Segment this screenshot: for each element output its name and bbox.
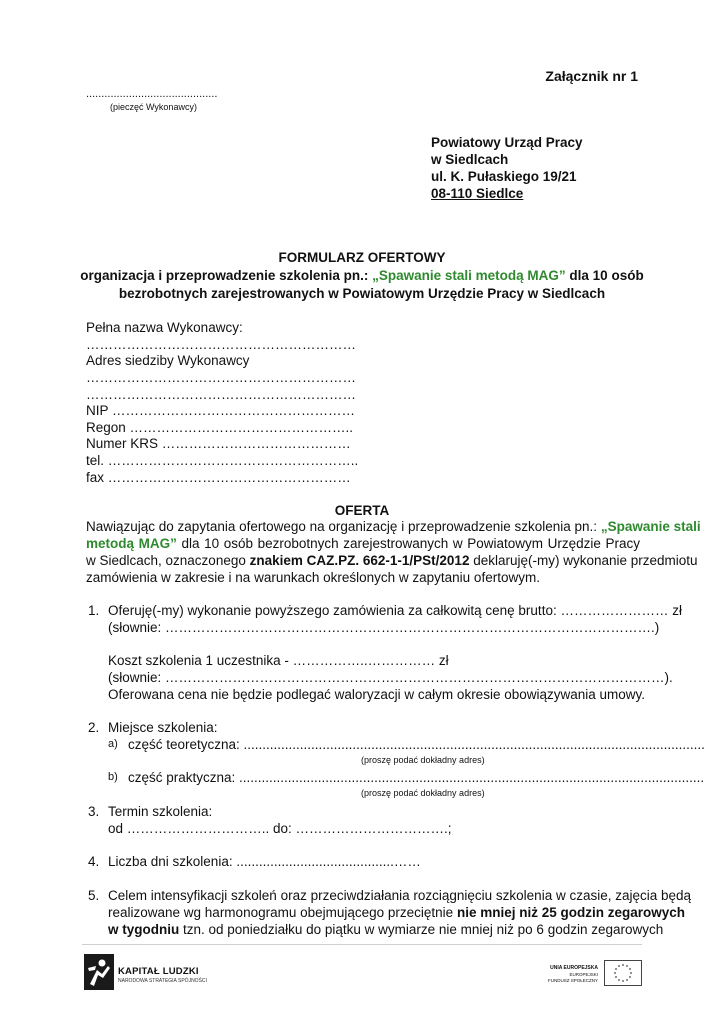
logo-right-line-3: FUNDUSZ SPOŁECZNY xyxy=(547,978,598,983)
contractor-tel-field[interactable]: tel. ……………………………………………….. xyxy=(86,453,359,468)
logo-left-title: KAPITAŁ LUDZKI xyxy=(118,966,199,977)
contractor-nip-field[interactable]: NIP ……………………………………………… xyxy=(86,403,356,418)
item-2-number: 2. xyxy=(88,720,100,735)
schedule-line-3 xyxy=(108,922,664,937)
offer-training-name-2: metodą MAG” xyxy=(86,536,177,551)
eu-efs-logo xyxy=(547,960,642,990)
schedule-line-1: Celem intensyfikacji szkoleń oraz przeciwdziałania rozciągnięciu szkolenia w czasie, zajęcia będą xyxy=(108,888,692,903)
schedule-line-2-text: realizowane wg harmonogramu obejmującego przeciętnie xyxy=(108,905,457,920)
offer-line-1-text: Nawiązując do zapytania ofertowego na organizację i przeprowadzenie szkolenia pn.: xyxy=(86,519,601,534)
logo-left-subtitle: NARODOWA STRATEGIA SPÓJNOŚCI xyxy=(118,978,207,984)
recipient-line-1: Powiatowy Urząd Pracy xyxy=(431,135,583,150)
kapital-ludzki-logo xyxy=(84,952,224,992)
item-4-number: 4. xyxy=(88,854,100,869)
contractor-fax-field[interactable]: fax ……………………………………………… xyxy=(86,470,351,485)
price-per-participant-field[interactable]: Koszt szkolenia 1 uczestnika - ……………..…………… zł xyxy=(108,653,449,668)
contractor-address-field-2[interactable]: …………………………………………………… xyxy=(86,387,356,402)
days-field[interactable]: Liczba dni szkolenia: ..........................................…… xyxy=(108,854,421,869)
offer-line-1 xyxy=(86,519,701,534)
price-total-field[interactable]: Oferuję(-my) wykonanie powyższego zamówienia za całkowitą cenę brutto: …………………… zł xyxy=(108,603,682,618)
location-theory-field[interactable]: część teoretyczna: ........................................................................................................................... xyxy=(128,737,705,752)
logo-right-line-2: EUROPEJSKI xyxy=(569,972,598,977)
eu-flag-icon xyxy=(604,960,642,986)
kapital-ludzki-icon xyxy=(84,954,114,990)
location-practice-field[interactable]: część praktyczna: ............................................................................................................................ xyxy=(128,770,705,785)
item-1-number: 1. xyxy=(88,603,100,618)
offer-line-3 xyxy=(86,553,698,568)
recipient-line-3: ul. K. Pułaskiego 19/21 xyxy=(431,169,577,184)
contractor-name-label: Pełna nazwa Wykonawcy: xyxy=(86,320,243,335)
dates-field[interactable]: od ………………………….. do: …………………………….; xyxy=(108,821,452,836)
form-subtitle xyxy=(0,268,724,283)
recipient-line-4: 08-110 Siedlce xyxy=(431,186,524,201)
dates-title: Termin szkolenia: xyxy=(108,804,213,819)
offer-line-2-text: dla 10 osób bezrobotnych zarejestrowanych w Powiatowym Urzędzie Pracy xyxy=(176,536,640,551)
stamp-dots: ........................................... xyxy=(86,88,218,100)
offer-training-name-1: „Spawanie stali xyxy=(600,519,701,534)
offer-line-2 xyxy=(86,536,640,551)
offer-line-4: zamówienia w zakresie i na warunkach określonych w zapytaniu ofertowym. xyxy=(86,570,540,585)
offer-line-3-post: deklaruję(-my) wykonanie przedmiotu xyxy=(469,553,698,568)
price-total-words-field[interactable]: (słownie: ……………………………………………………………………………………………….) xyxy=(108,620,660,635)
attachment-label: Załącznik nr 1 xyxy=(545,68,638,84)
item-3-number: 3. xyxy=(88,804,100,819)
offer-reference-number: znakiem CAZ.PZ. 662-1-1/PSt/2012 xyxy=(249,553,470,568)
logo-right-line-1: UNIA EUROPEJSKA xyxy=(550,965,598,971)
location-theory-hint: (proszę podać dokładny adres) xyxy=(361,755,485,765)
location-practice-hint: (proszę podać dokładny adres) xyxy=(361,788,485,798)
contractor-address-field-1[interactable]: …………………………………………………… xyxy=(86,370,356,385)
contractor-regon-field[interactable]: Regon ………………………………………….. xyxy=(86,420,354,435)
offer-line-3-text: w Siedlcach, oznaczonego xyxy=(86,553,250,568)
subtitle-post: dla 10 osób xyxy=(565,268,644,283)
location-b-letter: b) xyxy=(108,771,118,783)
schedule-weekly: w tygodniu xyxy=(108,922,180,937)
training-name: „Spawanie stali metodą MAG” xyxy=(372,268,566,283)
stamp-label: (pieczęć Wykonawcy) xyxy=(110,102,197,112)
subtitle-pre: organizacja i przeprowadzenie szkolenia pn.: xyxy=(80,268,373,283)
form-subtitle-line-3: bezrobotnych zarejestrowanych w Powiatowym Urzędzie Pracy w Siedlcach xyxy=(118,286,606,301)
form-title: FORMULARZ OFERTOWY xyxy=(278,250,446,265)
price-per-participant-words-field[interactable]: (słownie: …………………………………………………………………………………………………). xyxy=(108,670,673,685)
contractor-address-label: Adres siedziby Wykonawcy xyxy=(86,353,250,368)
contractor-name-field[interactable]: …………………………………………………… xyxy=(86,337,356,352)
contractor-krs-field[interactable]: Numer KRS …………………………………… xyxy=(86,436,351,451)
footer-separator xyxy=(82,944,642,945)
location-a-letter: a) xyxy=(108,738,118,750)
offer-heading: OFERTA xyxy=(334,503,390,518)
schedule-line-3-text: tzn. od poniedziałku do piątku w wymiarze nie mniej niż po 6 godzin zegarowych xyxy=(179,922,664,937)
price-note: Oferowana cena nie będzie podlegać waloryzacji w całym okresie obowiązywania umowy. xyxy=(108,687,646,702)
schedule-line-2 xyxy=(108,905,685,920)
item-5-number: 5. xyxy=(88,888,100,903)
location-title: Miejsce szkolenia: xyxy=(108,720,218,735)
schedule-hours: nie mniej niż 25 godzin zegarowych xyxy=(456,905,685,920)
recipient-line-2: w Siedlcach xyxy=(431,152,509,167)
